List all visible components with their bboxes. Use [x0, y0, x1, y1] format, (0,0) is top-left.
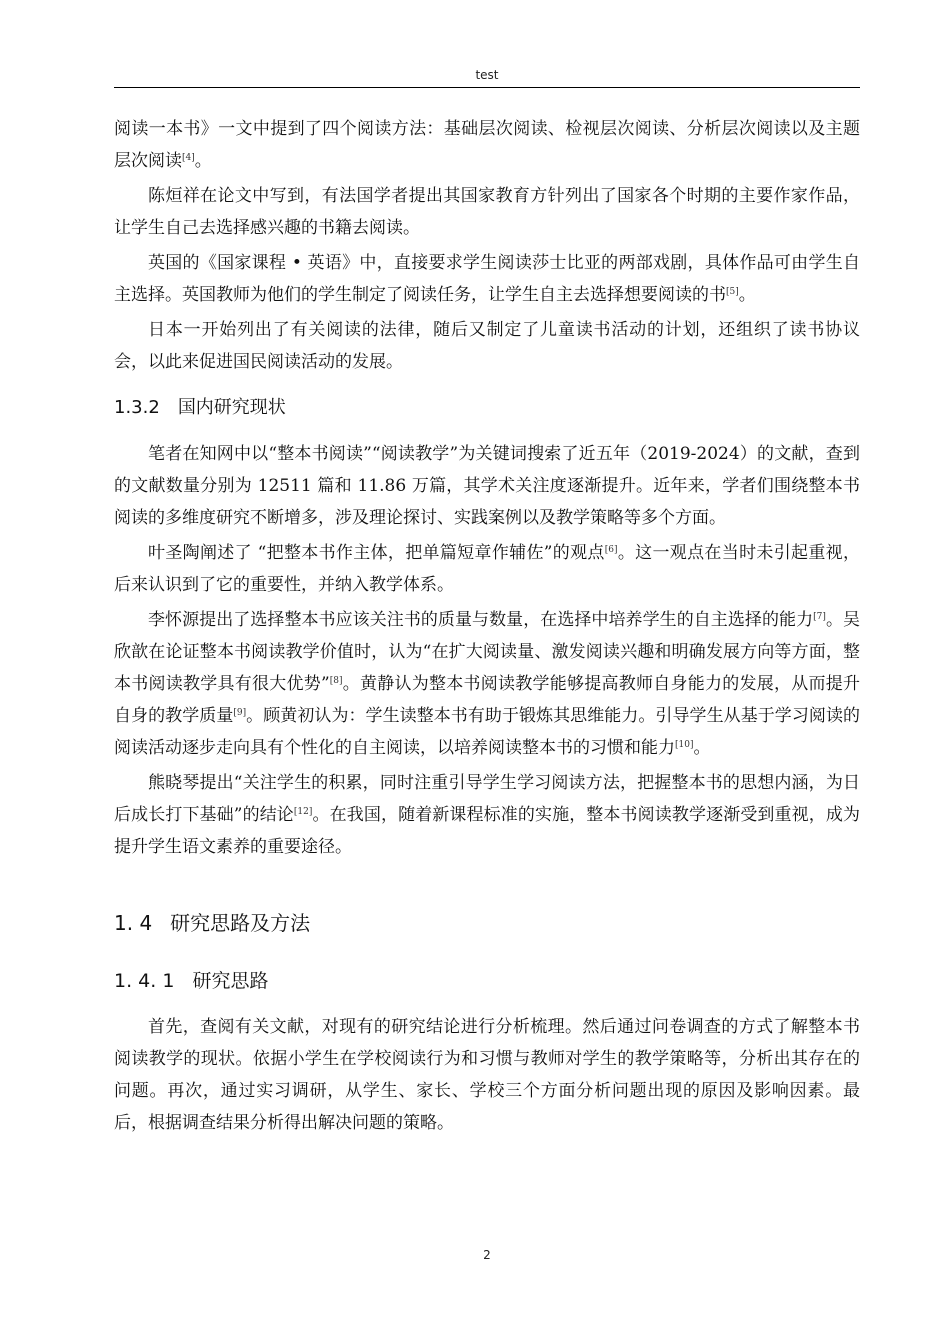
- section-heading-1-3-2: [114, 392, 860, 424]
- citation-ref[interactable]: [7]: [813, 612, 826, 622]
- paragraph: [114, 604, 860, 764]
- paragraph-text: 。顾黄初认为：学生读整本书有助于锻炼其思维能力。引导学生从基于学习阅读的阅读活动逐步走向具有个性化的自主阅读，以培养阅读整本书的习惯和能力: [114, 706, 861, 758]
- paragraph: 日本一开始列出了有关阅读的法律，随后又制定了儿童读书活动的计划，还组织了读书协议会，以此来促进国民阅读活动的发展。: [114, 320, 860, 372]
- paragraph-text: 。这一观点在当时未引起重视，后来认识到了它的重要性，并纳入教学体系。: [114, 543, 860, 595]
- paragraph: [114, 767, 860, 863]
- citation-ref[interactable]: [4]: [182, 153, 195, 163]
- paragraph-text: 。吴欣歆在论证整本书阅读教学价值时，认为“在扩大阅读量、激发阅读兴趣和明确发展方向等方面，整本书阅读教学具有很大优势”: [114, 610, 861, 694]
- citation-ref[interactable]: [5]: [726, 287, 739, 297]
- paragraph-text: 。黄静认为整本书阅读教学能够提高教师自身能力的发展，从而提升自身的教学质量: [114, 674, 861, 726]
- citation-ref[interactable]: [12]: [293, 807, 313, 817]
- page-content: [114, 113, 860, 1142]
- paragraph: 陈烜祥在论文中写到，有法国学者提出其国家教育方针列出了国家各个时期的主要作家作品，让学生自己去选择感兴趣的书籍去阅读。: [114, 186, 860, 238]
- citation-ref[interactable]: [6]: [604, 545, 618, 555]
- paragraph-text: 。: [738, 285, 756, 305]
- citation-ref[interactable]: [8]: [329, 676, 343, 686]
- page-header: test: [475, 68, 499, 82]
- citation-ref[interactable]: [10]: [675, 740, 694, 750]
- paragraph: 首先，查阅有关文献，对现有的研究结论进行分析梳理。然后通过问卷调查的方式了解整本书阅读教学的现状。依据小学生在学校阅读行为和习惯与教师对学生的教学策略等，分析出其存在的问题。再次，通过实习调研，从学生、家长、学校三个方面分析问题出现的原因及影响因素。最后，根据调查结果分析得出解决问题的策略。: [114, 1017, 860, 1133]
- section-title: 国内研究现状: [177, 397, 286, 418]
- section-heading-1-4-1: [114, 965, 860, 997]
- paragraph-text: 熊晓琴提出“关注学生的积累，同时注重引导学生学习阅读方法，把握整本书的思想内涵，为日后成长打下基础”的结论: [114, 773, 860, 825]
- section-number: 1. 4: [114, 911, 153, 935]
- paragraph-text: 。: [693, 738, 711, 758]
- section-heading-1-4: [114, 905, 860, 941]
- citation-ref[interactable]: [9]: [233, 708, 247, 718]
- section-number: 1. 4. 1: [114, 970, 175, 992]
- paragraph: 笔者在知网中以“整本书阅读”“阅读教学”为关键词搜索了近五年（2019-2024）的文献，查到的文献数量分别为 12511 篇和 11.86 万篇，其学术关注度逐渐提升。近年来，学者们围绕整本书阅读的多维度研究不断增多，涉及理论探讨、实践案例以及教学策略等多个方面。: [114, 444, 860, 528]
- section-title: 研究思路及方法: [170, 911, 311, 935]
- paragraph: [114, 247, 860, 311]
- paragraph-text: 李怀源提出了选择整本书应该关注书的质量与数量，在选择中培养学生的自主选择的能力: [148, 610, 814, 630]
- paragraph-text: 叶圣陶阐述了 “把整本书作主体，把单篇短章作辅佐”的观点: [148, 543, 605, 563]
- section-title: 研究思路: [192, 970, 269, 992]
- paragraph-text: 阅读一本书》一文中提到了四个阅读方法：基础层次阅读、检视层次阅读、分析层次阅读以及主题层次阅读: [114, 119, 860, 171]
- paragraph: [114, 113, 860, 177]
- paragraph: [114, 537, 860, 601]
- header-rule: [114, 87, 860, 88]
- page-number: 2: [483, 1248, 491, 1262]
- paragraph-text: 。在我国，随着新课程标准的实施，整本书阅读教学逐渐受到重视，成为提升学生语文素养的重要途径。: [114, 805, 860, 857]
- section-number: 1.3.2: [114, 397, 160, 418]
- paragraph-text: 。: [194, 151, 212, 171]
- paragraph-text: 英国的《国家课程 • 英语》中，直接要求学生阅读莎士比亚的两部戏剧，具体作品可由学生自主选择。英国教师为他们的学生制定了阅读任务，让学生自主去选择想要阅读的书: [114, 253, 860, 305]
